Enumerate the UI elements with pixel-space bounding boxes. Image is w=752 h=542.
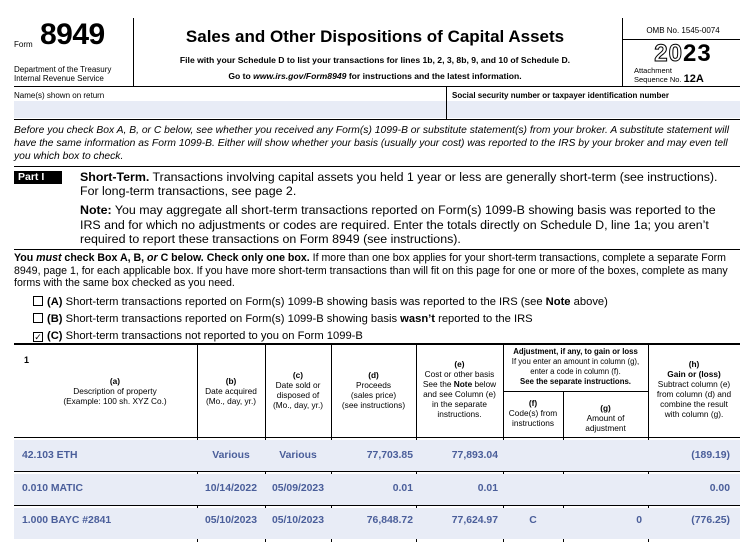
name-label: Name(s) shown on return [14,91,105,100]
row2-acquired[interactable]: 10/14/2022 [204,483,257,494]
row2-description[interactable]: 0.010 MATIC [22,483,84,494]
row2-proceeds[interactable]: 0.01 [392,483,413,494]
instr-rest: If more than one box applies for your short-term transactions, complete a separate Form 8949, page 1, for each applicable box. If you have more short-term transactions than will fit on this page for one or more of the boxes, complete as many forms with the same box checked as you need. [14,252,728,289]
instr-check: check Box A, B, [61,252,148,264]
row3-code[interactable]: C [529,515,537,526]
col-e-l2 [416,379,503,389]
col-e-l4: in the separate [432,399,487,409]
department-line1: Department of the Treasury [14,65,112,74]
subtitle-suffix: for instructions and the latest information. [346,71,522,81]
header-divider-left [133,18,134,86]
header-bottom-rule [14,86,740,87]
col-e-header [416,359,503,419]
part-note [80,203,735,247]
box-b-text: Short-term transactions reported on Form(s) 1099-B showing basis [62,313,401,325]
col-d-letter: (d) [368,370,379,380]
col-c-l3: (Mo., day, yr.) [272,400,324,410]
col-a-l1: Description of property [73,386,157,396]
attachment-sequence [634,66,704,84]
adj-l2: If you enter an amount in column (g), [511,357,640,366]
identity-bottom-rule [14,119,740,120]
col-b-l1: Date acquired [205,386,257,396]
ssn-input[interactable] [447,101,740,118]
row1-rule [14,471,740,472]
irs-link[interactable]: www.irs.gov/Form8949 [253,71,347,81]
box-b-row [33,313,533,325]
intro-paragraph: Before you check Box A, B, or C below, see whether you received any Form(s) 1099-B or substitute statement(s) from your broker. A substitute statement will have the same information as Form 1099-B. Either will show whether your basis (usually your cost) was reported to the IRS by your broker and may even tell you which box to check. [14,125,729,162]
col-c-l1: Date sold or [275,380,321,390]
box-a-row [33,296,608,308]
row3-description[interactable]: 1.000 BAYC #2841 [22,515,112,526]
subtitle-line2 [140,71,610,81]
omb-number: OMB No. 1545-0074 [646,26,720,35]
form-number: 8949 [40,18,105,51]
instr-or: or [147,252,158,264]
row2-cost[interactable]: 0.01 [477,483,498,494]
department [14,65,111,83]
row3-proceeds[interactable]: 76,848.72 [366,515,413,526]
adj-l3: enter a code in column (f). [530,367,621,376]
col-b-letter: (b) [225,376,237,386]
attachment-label: Attachment [634,66,672,75]
ssn-label: Social security number or taxpayer identification number [452,91,669,100]
col-f-letter: (f) [528,398,538,408]
col-d-header [331,370,416,410]
adjustment-rule [503,391,648,392]
row3-gain[interactable]: (776.25) [691,515,730,526]
row1-proceeds[interactable]: 77,703.85 [366,450,413,461]
col-f-header [503,398,563,428]
note-text: You may aggregate all short-term transactions reported on Form(s) 1099-B showing basis was reported to the IRS and for which no adjustments or codes are required. Enter the totals directly on Schedule D, line 1a; you aren’t required to report these transactions on Form 8949 (see instructions). [80,203,716,247]
sequence-label: Sequence No. [634,75,682,84]
box-b-text-after: reported to the IRS [435,313,533,325]
col-h-header [648,359,740,419]
box-b-checkbox[interactable] [33,313,43,323]
row1-sold[interactable]: Various [279,450,317,461]
row1-description[interactable]: 42.103 ETH [22,450,78,461]
col-e-l2b: Note [453,379,473,389]
box-a-label: (A) [47,296,63,308]
row3-sold[interactable]: 05/10/2023 [271,515,324,526]
col-d-l3: (see instructions) [341,400,406,410]
row3-cost[interactable]: 77,624.97 [451,515,498,526]
row1-acquired[interactable]: Various [212,450,250,461]
col-b-header [197,376,265,406]
tax-year [628,40,738,68]
col-e-letter: (e) [454,359,465,369]
col-e-l3: and see Column (e) [423,389,496,399]
box-c-text: Short-term transactions not reported to you on Form 1099-B [62,330,363,342]
box-c-checkbox[interactable]: ✓ [34,332,42,342]
col-g-l2: adjustment [585,423,626,433]
col-g-header [563,403,648,433]
col-c-header [265,370,331,410]
table-top-rule [14,343,740,345]
col-e-l5: instructions. [437,409,482,419]
part-badge: Part I [14,171,62,184]
department-line2: Internal Revenue Service [14,74,104,83]
form-title: Sales and Other Dispositions of Capital Assets [185,27,565,46]
box-c-row [33,330,363,342]
adj-l4: See the separate instructions. [520,377,631,386]
col-e-l2a: See the [422,379,454,389]
col-c-l2: disposed of [276,390,320,400]
col-h-letter: (h) [688,359,700,369]
col-b-l2: (Mo., day, yr.) [205,396,257,406]
header-rows-rule [14,437,740,438]
line-number: 1 [24,355,30,365]
row3-acquired[interactable]: 05/10/2023 [204,515,257,526]
col-h-l3: from column (d) and [656,389,732,399]
box-a-bold: Note [545,296,571,308]
part-heading [80,170,735,198]
col-d-l2: (sales price) [350,390,397,400]
header-divider-right [622,18,623,86]
col-f-l2: instructions [512,418,554,428]
part-heading-text: Transactions involving capital assets you held 1 year or less are generally short-term (see instructions). For long-term transactions, see page 2. [80,170,718,198]
col-h-l4: combine the result [660,399,728,409]
tax-year-suffix: 23 [683,40,712,67]
tax-year-prefix: 20 [654,40,683,67]
row2-sold[interactable]: 05/09/2023 [271,483,324,494]
col-a-letter: (a) [109,376,121,386]
box-a-text: Short-term transactions reported on Form(s) 1099-B showing basis was reported to the IRS (see [62,296,546,308]
col-a-header [40,376,190,406]
row1-gain[interactable]: (189.19) [691,450,730,461]
box-instructions [14,252,740,290]
col-h-l2: Subtract column (e) [657,379,731,389]
col-f-l1: Code(s) from [508,408,558,418]
box-b-bold: wasn’t [400,313,435,325]
adj-l1: Adjustment, if any, to gain or loss [513,347,638,356]
row2-rule [14,505,740,506]
col-e-l1: Cost or other basis [424,369,495,379]
instr-c-below: C below. Check only one box. [157,252,310,264]
box-a-checkbox[interactable] [33,296,43,306]
col-a-l2: (Example: 100 sh. XYZ Co.) [63,396,167,406]
subtitle-line1: File with your Schedule D to list your transactions for lines 1b, 2, 3, 8b, 9, and 10 of Schedule D. [179,55,571,65]
col-e-l2c: below [472,379,497,389]
adjustment-header [503,347,648,387]
col-c-letter: (c) [292,370,304,380]
instr-you: You [14,252,37,264]
name-input[interactable] [14,101,446,118]
box-b-label: (B) [47,313,63,325]
col-g-letter: (g) [600,403,611,413]
instr-must: must [36,252,62,264]
row3-adjustment[interactable]: 0 [636,515,642,526]
col-h-l1: Gain or (loss) [667,369,721,379]
row1-cost[interactable]: 77,893.04 [451,450,498,461]
box-a-text-after: above) [570,296,608,308]
box-c-label: (C) [47,330,63,342]
note-label: Note: [80,203,112,217]
intro-bottom-rule [14,166,740,167]
col-h-l5: with column (g). [664,409,724,419]
col-d-l1: Proceeds [355,380,392,390]
row2-gain[interactable]: 0.00 [709,483,730,494]
col-g-l1: Amount of [586,413,625,423]
sequence-number: 12A [683,73,704,85]
part-bottom-rule [14,249,740,250]
part-heading-title: Short-Term. [80,170,150,184]
form-label: Form [14,40,33,49]
subtitle-go-to: Go to [228,71,254,81]
